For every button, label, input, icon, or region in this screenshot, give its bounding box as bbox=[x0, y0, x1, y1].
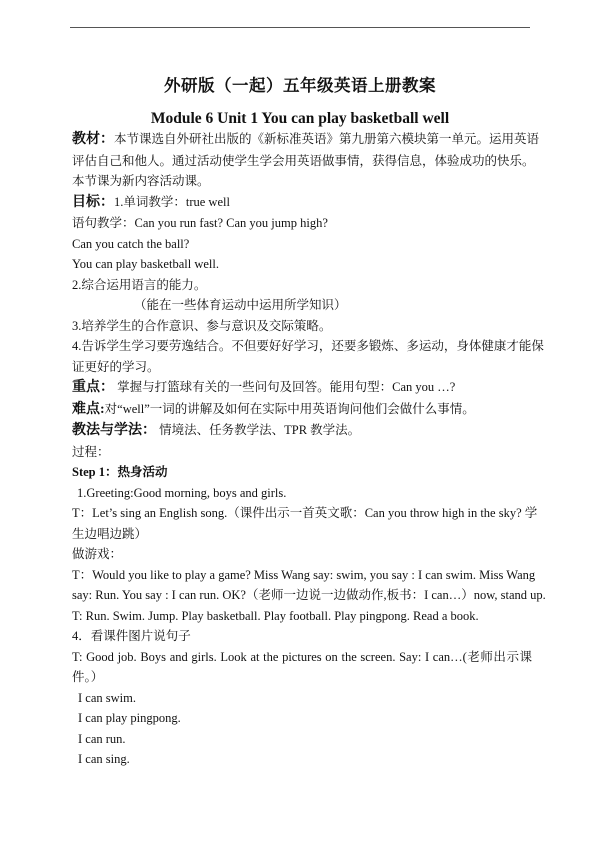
example-sentence-2: I can play pingpong. bbox=[78, 711, 181, 725]
goal-line-1 bbox=[72, 192, 532, 214]
picture-task-line-1: T: Good job. Boys and girls. Look at the pictures on the screen. Say: I can…(老师出示课 bbox=[72, 649, 532, 664]
picture-task-line-2: 件。） bbox=[72, 670, 104, 684]
goal-line-2: 语句教学：Can you run fast? Can you jump high? bbox=[72, 216, 328, 230]
key-point-heading: 重点： bbox=[72, 380, 114, 395]
key-point-text: 掌握与打篮球有关的一些问句及回答。能用句型：Can you …? bbox=[114, 380, 456, 394]
game-label: 做游戏： bbox=[72, 547, 123, 561]
game-line-1: T：Would you like to play a game? Miss Wang say: swim, you say : I can swim. Miss Wang bbox=[72, 567, 536, 582]
document-title: 外研版（一起）五年级英语上册教案 bbox=[164, 76, 436, 95]
picture-task-label: 4．看课件图片说句子 bbox=[72, 629, 191, 643]
material-heading: 教材： bbox=[72, 132, 114, 147]
lesson-title: Module 6 Unit 1 You can play basketball well bbox=[150, 110, 450, 127]
lesson-plan-body bbox=[72, 129, 546, 770]
material-line-3: 本节课为新内容活动课。 bbox=[72, 174, 210, 188]
example-sentence-4: I can sing. bbox=[78, 752, 130, 766]
method-text: 情境法、任务教学法、TPR 教学法。 bbox=[156, 423, 361, 437]
game-line-3: T: Run. Swim. Jump. Play basketball. Play football. Play pingpong. Read a book. bbox=[72, 608, 479, 623]
difficulty-heading: 难点: bbox=[72, 401, 105, 417]
goal-line-8: 4.告诉学生学习要劳逸结合。不但要好好学习，还要多锻炼、多运动，身体健康才能保 bbox=[72, 339, 544, 353]
goal-line-9: 证更好的学习。 bbox=[72, 359, 160, 374]
material-line-1 bbox=[72, 129, 540, 151]
song-line-1: T：Let’s sing an English song.（课件出示一首英文歌：Can you throw high in the sky? 学 bbox=[72, 506, 538, 520]
greeting-line: 1.Greeting:Good morning, boys and girls. bbox=[77, 485, 287, 500]
goal-heading: 目标： bbox=[72, 194, 114, 210]
difficulty-line bbox=[72, 399, 532, 421]
step-1-heading: Step 1：热身活动 bbox=[72, 465, 168, 479]
game-line-2: say: Run. You say : I can run. OK?（老师一边说一边做动作,板书：I can…）now, stand up. bbox=[72, 588, 546, 602]
goal-line-4: You can play basketball well. bbox=[72, 257, 219, 271]
goal-line-3: Can you catch the ball? bbox=[72, 236, 190, 251]
method-heading: 教法与学法： bbox=[72, 423, 156, 438]
example-sentence-3: I can run. bbox=[78, 731, 126, 746]
goal-line-6: （能在一些体育运动中运用所学知识） bbox=[134, 298, 347, 312]
method-line bbox=[72, 420, 532, 442]
difficulty-text: 对“well”一词的讲解及如何在实际中用英语询问他们会做什么事情。 bbox=[104, 401, 475, 416]
material-text: 本节课选自外研社出版的《新标准英语》第九册第六模块第一单元。运用英语 bbox=[114, 132, 540, 146]
key-point-line bbox=[72, 377, 532, 399]
goal-text: 1.单词教学：true well bbox=[114, 194, 230, 209]
example-sentence-1: I can swim. bbox=[78, 690, 136, 705]
header-rule bbox=[70, 27, 530, 28]
process-label: 过程： bbox=[72, 444, 110, 459]
song-line-2: 生边唱边跳） bbox=[72, 526, 148, 541]
goal-line-7: 3.培养学生的合作意识、参与意识及交际策略。 bbox=[72, 318, 332, 333]
goal-line-5: 2.综合运用语言的能力。 bbox=[72, 277, 207, 292]
material-line-2: 评估自己和他人。通过活动使学生学会用英语做事情，获得信息，体验成功的快乐。 bbox=[72, 153, 535, 168]
